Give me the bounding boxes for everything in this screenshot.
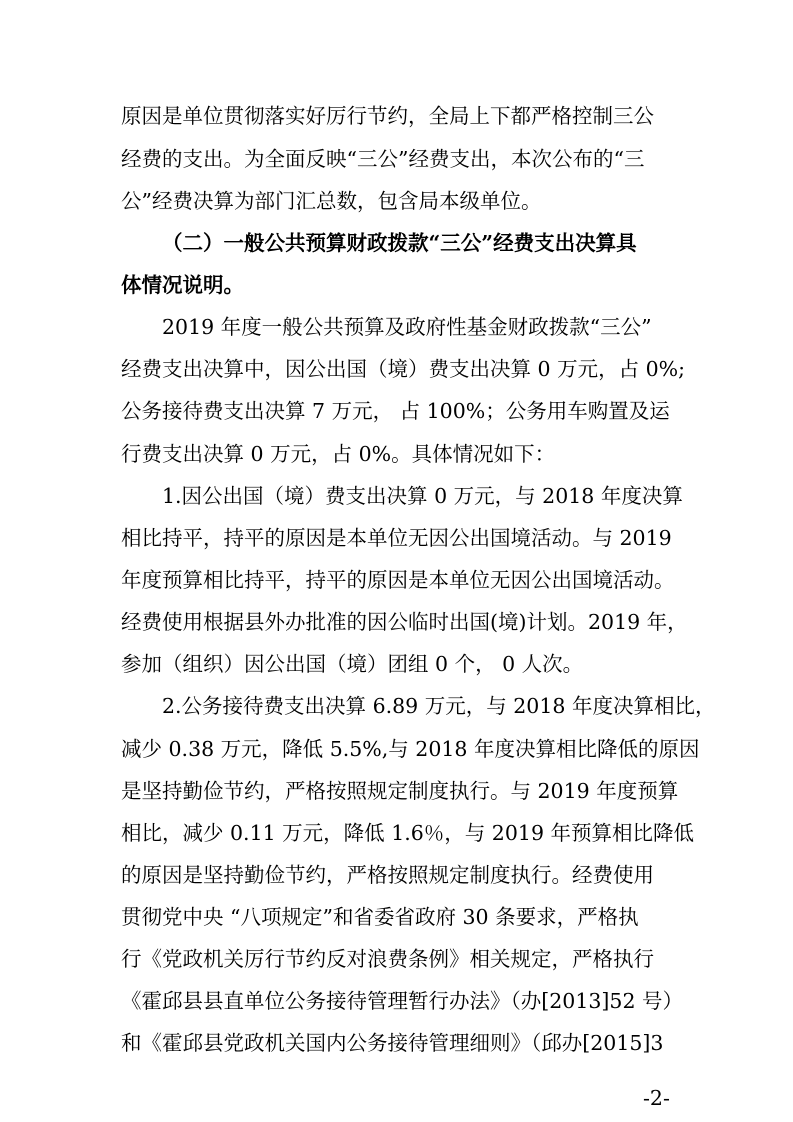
paragraph-line: 年度预算相比持平，持平的原因是本单位无因公出国境活动。 (121, 568, 675, 592)
section-heading: 体情况说明。 (121, 273, 244, 297)
paragraph-line: 2.公务接待费支出决算 6.89 万元，与 2018 年度决算相比， (162, 694, 716, 718)
paragraph-line: 相比持平，持平的原因是本单位无因公出国境活动。与 2019 (121, 526, 672, 550)
section-heading: （二）一般公共预算财政拨款“三公”经费支出决算具 (162, 231, 637, 255)
paragraph-line: 原因是单位贯彻落实好厉行节约，全局上下都严格控制三公 (121, 104, 654, 128)
paragraph-line: 是坚持勤俭节约，严格按照规定制度执行。与 2019 年度预算 (121, 779, 679, 803)
paragraph-line: 减少 0.38 万元，降低 5.5%,与 2018 年度决算相比降低的原因 (121, 737, 700, 761)
paragraph-line: 《霍邱县县直单位公务接待管理暂行办法》（办[2013]52 号） (121, 989, 684, 1013)
paragraph-line: 经费的支出。为全面反映“三公”经费支出，本次公布的“三 (121, 147, 645, 171)
paragraph-line: 经费支出决算中，因公出国（境）费支出决算 0 万元，占 0%; (121, 357, 686, 381)
paragraph-line: 行费支出决算 0 万元，占 0%。具体情况如下： (121, 442, 556, 466)
paragraph-line: 1.因公出国（境）费支出决算 0 万元，与 2018 年度决算 (162, 484, 683, 508)
paragraph-line: 经费使用根据县外办批准的因公临时出国(境)计划。2019 年， (121, 610, 688, 634)
page-number: -2- (643, 1086, 670, 1110)
paragraph-line: 行《党政机关厉行节约反对浪费条例》相关规定，严格执行 (121, 947, 654, 971)
paragraph-line: 和《霍邱县党政机关国内公务接待管理细则》（邱办[2015]3 (121, 1031, 664, 1055)
paragraph-line: 的原因是坚持勤俭节约，严格按照规定制度执行。经费使用 (121, 863, 654, 887)
paragraph-line: 贯彻党中央 “八项规定”和省委省政府 30 条要求，严格执 (121, 905, 639, 929)
paragraph-line: 2019 年度一般公共预算及政府性基金财政拨款“三公” (162, 315, 652, 339)
paragraph-line: 公务接待费支出决算 7 万元， 占 100%；公务用车购置及运 (121, 399, 670, 423)
paragraph-line: 相比，减少 0.11 万元，降低 1.6％，与 2019 年预算相比降低 (121, 821, 694, 845)
paragraph-line: 参加（组织）因公出国（境）团组 0 个， 0 人次。 (121, 652, 584, 676)
paragraph-line: 公”经费决算为部门汇总数，包含局本级单位。 (121, 189, 542, 213)
